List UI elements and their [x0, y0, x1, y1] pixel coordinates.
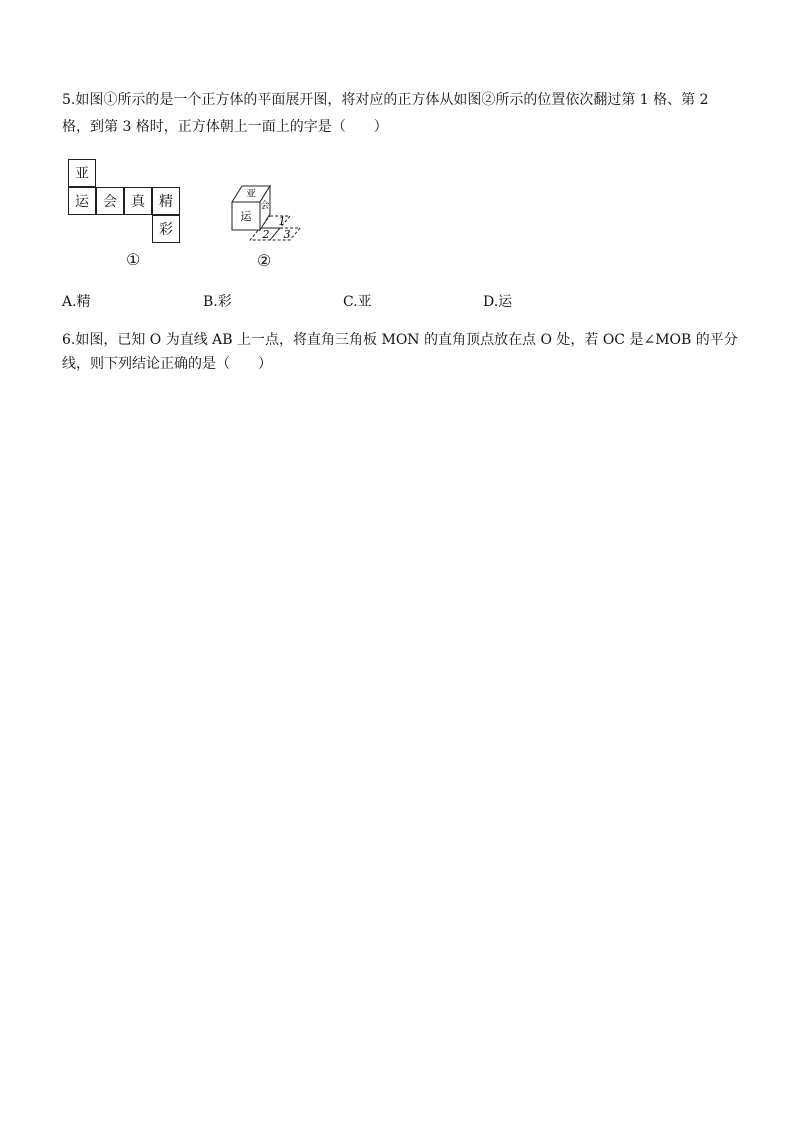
net-cell-hui: 会: [96, 187, 124, 215]
q5-figure-2-cube: [220, 176, 320, 256]
grid-label-3: 3: [283, 228, 291, 241]
cube-top-text: 亚: [246, 189, 256, 200]
grid-label-1: 1: [278, 215, 286, 228]
option-c: C.亚: [343, 294, 372, 310]
net-cell-jing: 精: [152, 187, 180, 215]
q6-text-line2: 线，则下列结论正确的是（ ）: [62, 356, 272, 372]
net-cell-yun: 运: [68, 187, 96, 215]
q6-text-line1: 6.如图，已知 O 为直线 AB 上一点，将直角三角板 MON 的直角顶点放在点 O 处，若 OC 是∠MOB 的平分: [62, 332, 738, 348]
net-cell-cai: 彩: [152, 215, 180, 243]
q5-text-line1: 5.如图①所示的是一个正方体的平面展开图，将对应的正方体从如图②所示的位置依次翻过第 1 格、第 2: [62, 92, 709, 108]
cube-front-text: 运: [240, 210, 252, 223]
net-cell-zhen: 真: [124, 187, 152, 215]
cube-side-text: 会: [260, 201, 270, 211]
figure-1-label: ①: [126, 250, 141, 269]
net-cell-ya: 亚: [68, 159, 96, 187]
option-a: A.精: [62, 294, 91, 310]
option-b: B.彩: [203, 294, 232, 310]
q5-text-line2: 格，到第 3 格时，正方体朝上一面上的字是（ ）: [62, 119, 388, 135]
grid-label-2: 2: [262, 228, 270, 241]
figure-2-label: ②: [257, 251, 272, 270]
option-d: D.运: [483, 294, 513, 310]
